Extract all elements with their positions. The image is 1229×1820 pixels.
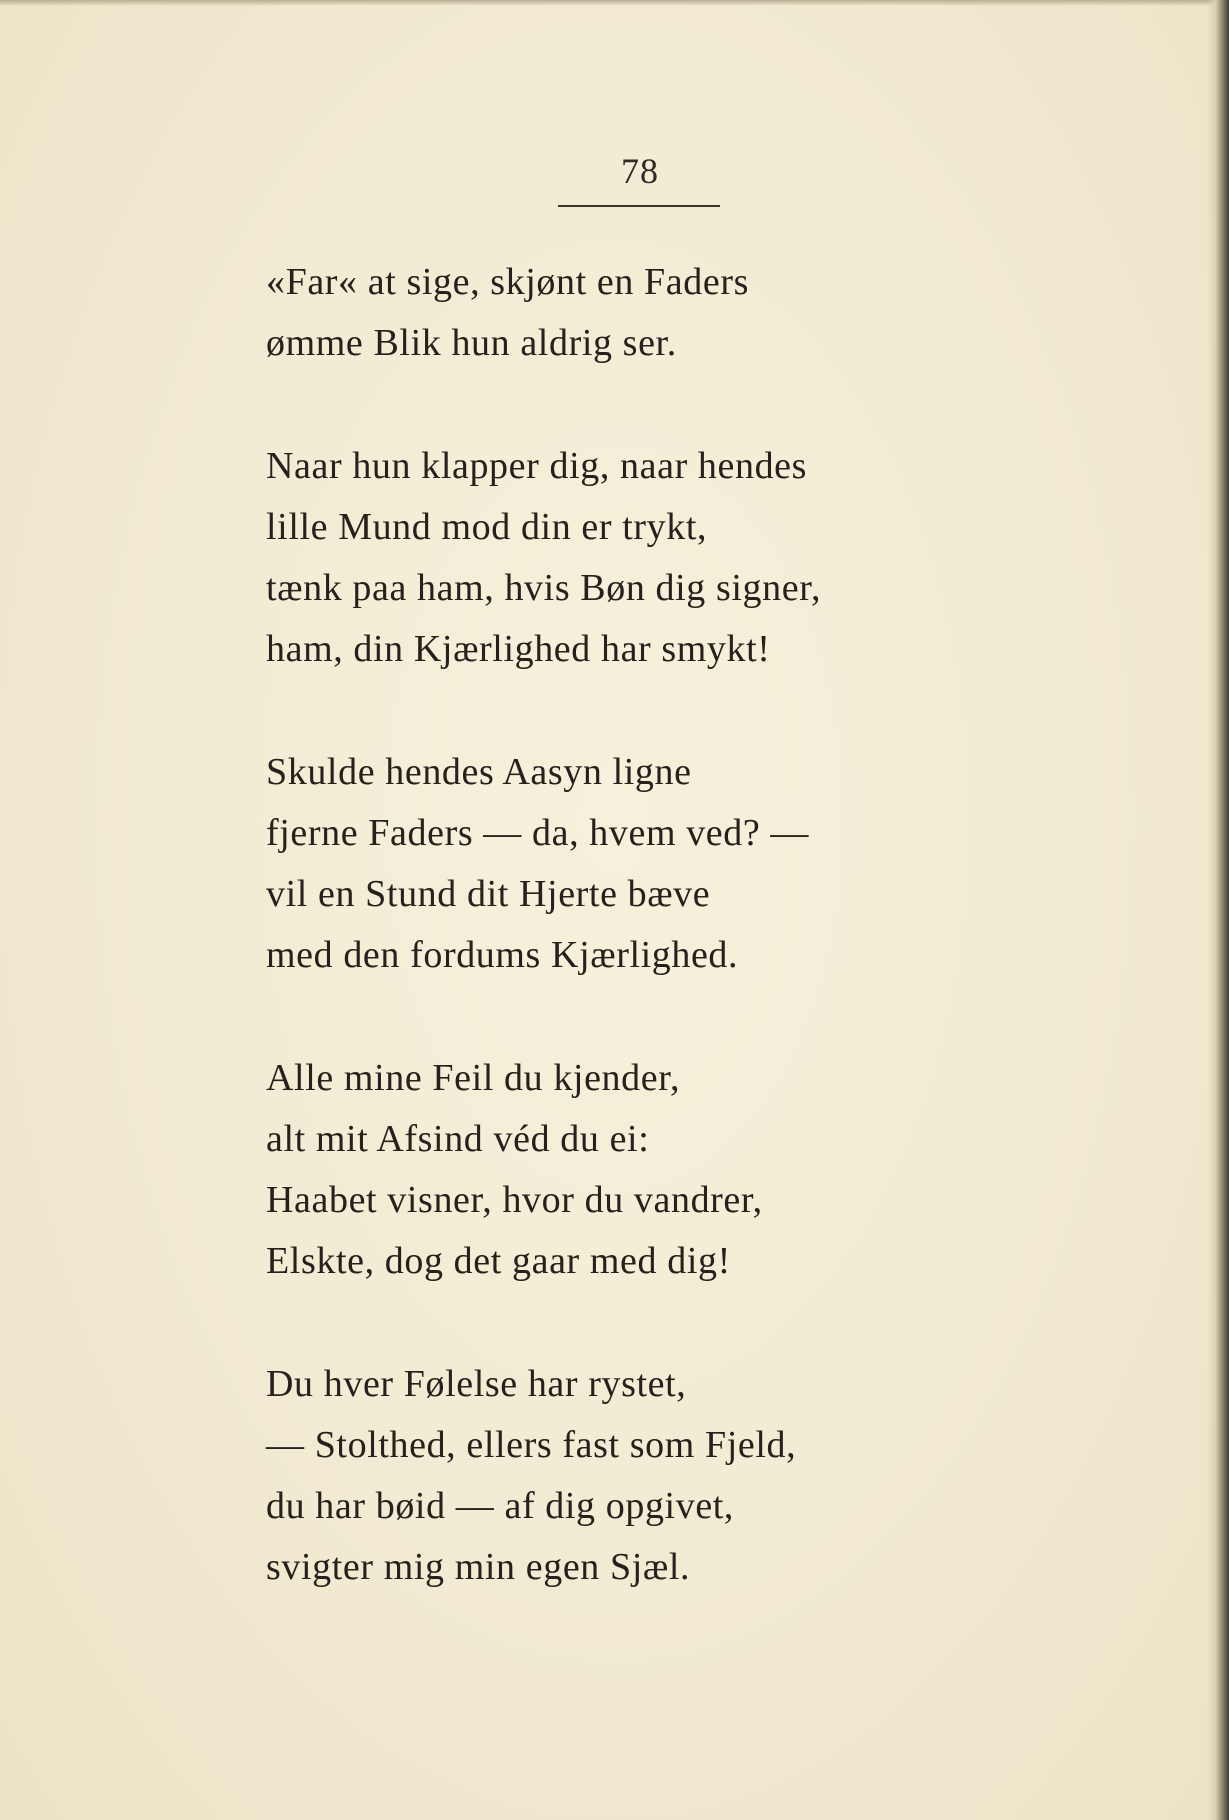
page-number-rule: [558, 205, 720, 207]
poem-line: Alle mine Feil du kjender,: [266, 1057, 681, 1099]
stanza: [266, 742, 1046, 986]
poem-line: fjerne Faders — da, hvem ved? —: [266, 812, 810, 854]
poem-line: med den fordums Kjærlighed.: [266, 934, 739, 976]
poem-line: Skulde hendes Aasyn ligne: [266, 751, 692, 793]
poem-line: ham, din Kjærlighed har smykt!: [266, 628, 771, 670]
poem-line: Naar hun klapper dig, naar hendes: [266, 445, 808, 487]
poem-text: [266, 252, 1046, 1660]
page-binding-edge: [1207, 0, 1229, 1820]
poem-line: tænk paa ham, hvis Bøn dig signer,: [266, 567, 822, 609]
poem-line: Haabet visner, hvor du vandrer,: [266, 1179, 763, 1221]
poem-line: du har bøid — af dig opgivet,: [266, 1485, 735, 1527]
stanza: [266, 252, 1046, 374]
poem-line: vil en Stund dit Hjerte bæve: [266, 873, 711, 915]
page-top-edge: [0, 0, 1229, 6]
stanza: [266, 1354, 1046, 1598]
poem-line: alt mit Afsind véd du ei:: [266, 1118, 650, 1160]
poem-line: «Far« at sige, skjønt en Faders: [266, 261, 749, 303]
stanza: [266, 436, 1046, 680]
poem-line: — Stolthed, ellers fast som Fjeld,: [266, 1424, 797, 1466]
poem-line: Elskte, dog det gaar med dig!: [266, 1240, 731, 1282]
poem-line: ømme Blik hun aldrig ser.: [266, 322, 677, 364]
poem-line: Du hver Følelse har rystet,: [266, 1363, 687, 1405]
poem-line: svigter mig min egen Sjæl.: [266, 1546, 691, 1588]
poem-line: lille Mund mod din er trykt,: [266, 506, 708, 548]
page-number: 78: [621, 151, 659, 191]
stanza: [266, 1048, 1046, 1292]
